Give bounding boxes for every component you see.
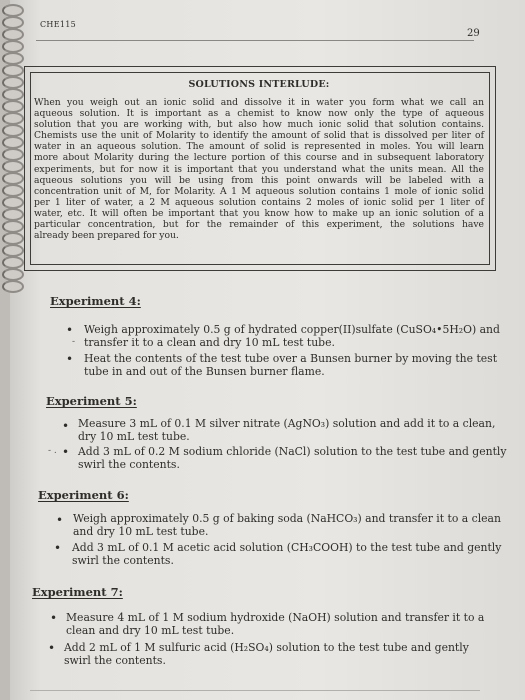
experiment-6-step-2 bbox=[72, 541, 502, 567]
bullet-icon: • bbox=[54, 541, 62, 555]
step-line: Add 2 mL of 1 M sulfuric acid (H₂SO₄) solution to the test tube and gently bbox=[64, 641, 469, 654]
interlude-line: solution that you are working with, but also how much ionic solid that solution contains. bbox=[34, 119, 484, 131]
course-code: CHE115 bbox=[40, 20, 77, 29]
step-line: Add 3 mL of 0.2 M sodium chloride (NaCl) solution to the test tube and gently bbox=[78, 445, 507, 458]
step-line: swirl the contents. bbox=[64, 653, 166, 667]
experiment-7-title: Experiment 7: bbox=[32, 585, 123, 599]
bullet-icon: • bbox=[62, 445, 70, 459]
step-line: Measure 3 mL of 0.1 M silver nitrate (AgNO₃) solution and add it to a clean, bbox=[78, 417, 496, 430]
bullet-icon: • bbox=[56, 513, 64, 527]
spiral-binding bbox=[0, 0, 24, 700]
step-line: transfer it to a clean and dry 10 mL test tube. bbox=[84, 335, 335, 349]
experiment-4-step-1 bbox=[84, 323, 500, 349]
step-line: Measure 4 mL of 1 M sodium hydroxide (NaOH) solution and transfer it to a bbox=[66, 611, 485, 624]
step-line: Weigh approximately 0.5 g of hydrated copper(II)sulfate (CuSO₄•5H₂O) and bbox=[84, 323, 500, 336]
interlude-line: particular concentration, but for the remainder of this experiment, the solutions have bbox=[34, 219, 484, 231]
interlude-line: experiments, but for now it is important that you understand what the units mean. All the bbox=[34, 163, 484, 175]
interlude-body bbox=[34, 97, 484, 241]
bullet-icon: • bbox=[62, 419, 70, 433]
experiment-7-step-1 bbox=[66, 611, 485, 637]
experiment-4-title: Experiment 4: bbox=[50, 294, 141, 308]
step-line: swirl the contents. bbox=[78, 457, 180, 471]
pen-mark: - . bbox=[48, 446, 57, 456]
pen-mark: - bbox=[72, 337, 76, 347]
interlude-line: already been prepared for you. bbox=[34, 230, 179, 242]
bullet-icon: • bbox=[66, 352, 74, 366]
step-line: tube in and out of the Bunsen burner flame. bbox=[84, 364, 325, 378]
bullet-icon: • bbox=[66, 323, 74, 337]
step-line: and dry 10 mL test tube. bbox=[73, 524, 209, 538]
step-line: Weigh approximately 0.5 g of baking soda (NaHCO₃) and transfer it to a clean bbox=[73, 512, 501, 525]
interlude-line: water, etc. It will often be important that you know how to make up an ionic solution of a bbox=[34, 207, 484, 219]
experiment-4-step-2 bbox=[84, 352, 498, 378]
bullet-icon: • bbox=[48, 641, 56, 655]
step-line: swirl the contents. bbox=[72, 553, 174, 567]
step-line: dry 10 mL test tube. bbox=[78, 429, 190, 443]
interlude-line: Chemists use the unit of Molarity to identify the amount of solid that is dissolved per liter of bbox=[34, 130, 484, 142]
experiment-6-step-1 bbox=[73, 512, 501, 538]
experiment-6-title: Experiment 6: bbox=[38, 488, 129, 502]
bullet-icon: • bbox=[50, 611, 58, 625]
binding-ring bbox=[2, 280, 24, 293]
interlude-line: concentration unit of M, for Molarity. A 1 M aqueous solution contains 1 mole of ionic solid bbox=[34, 185, 484, 197]
interlude-line: per 1 liter of water, a 2 M aqueous solution contains 2 moles of ionic solid per 1 liter of bbox=[34, 196, 484, 208]
step-line: clean and dry 10 mL test tube. bbox=[66, 623, 235, 637]
footer-rule bbox=[30, 690, 480, 691]
interlude-title: SOLUTIONS INTERLUDE: bbox=[188, 79, 330, 90]
page-number: 29 bbox=[467, 28, 480, 39]
interlude-line: When you weigh out an ionic solid and dissolve it in water you form what we call an bbox=[34, 97, 484, 108]
interlude-line: more about Molarity during the lecture portion of this course and in subsequent laboratory bbox=[34, 152, 484, 164]
experiment-5-step-1 bbox=[78, 417, 496, 443]
step-line: Add 3 mL of 0.1 M acetic acid solution (CH₃COOH) to the test tube and gently bbox=[72, 541, 502, 554]
experiment-7-step-2 bbox=[64, 642, 474, 667]
step-line: Heat the contents of the test tube over a Bunsen burner by moving the test bbox=[84, 352, 498, 365]
experiment-5-title: Experiment 5: bbox=[46, 394, 137, 408]
interlude-line: aqueous solution. It is important as a chemist to know now only the type of aqueous bbox=[34, 108, 484, 120]
interlude-line: water in an aqueous solution. The amount of solid is represented in moles. You will learn bbox=[34, 141, 484, 153]
interlude-line: aqueous solutions you will be using from this point onwards will be labeled with a bbox=[34, 174, 484, 186]
experiment-5-step-2 bbox=[78, 445, 507, 471]
header-rule bbox=[36, 40, 474, 41]
